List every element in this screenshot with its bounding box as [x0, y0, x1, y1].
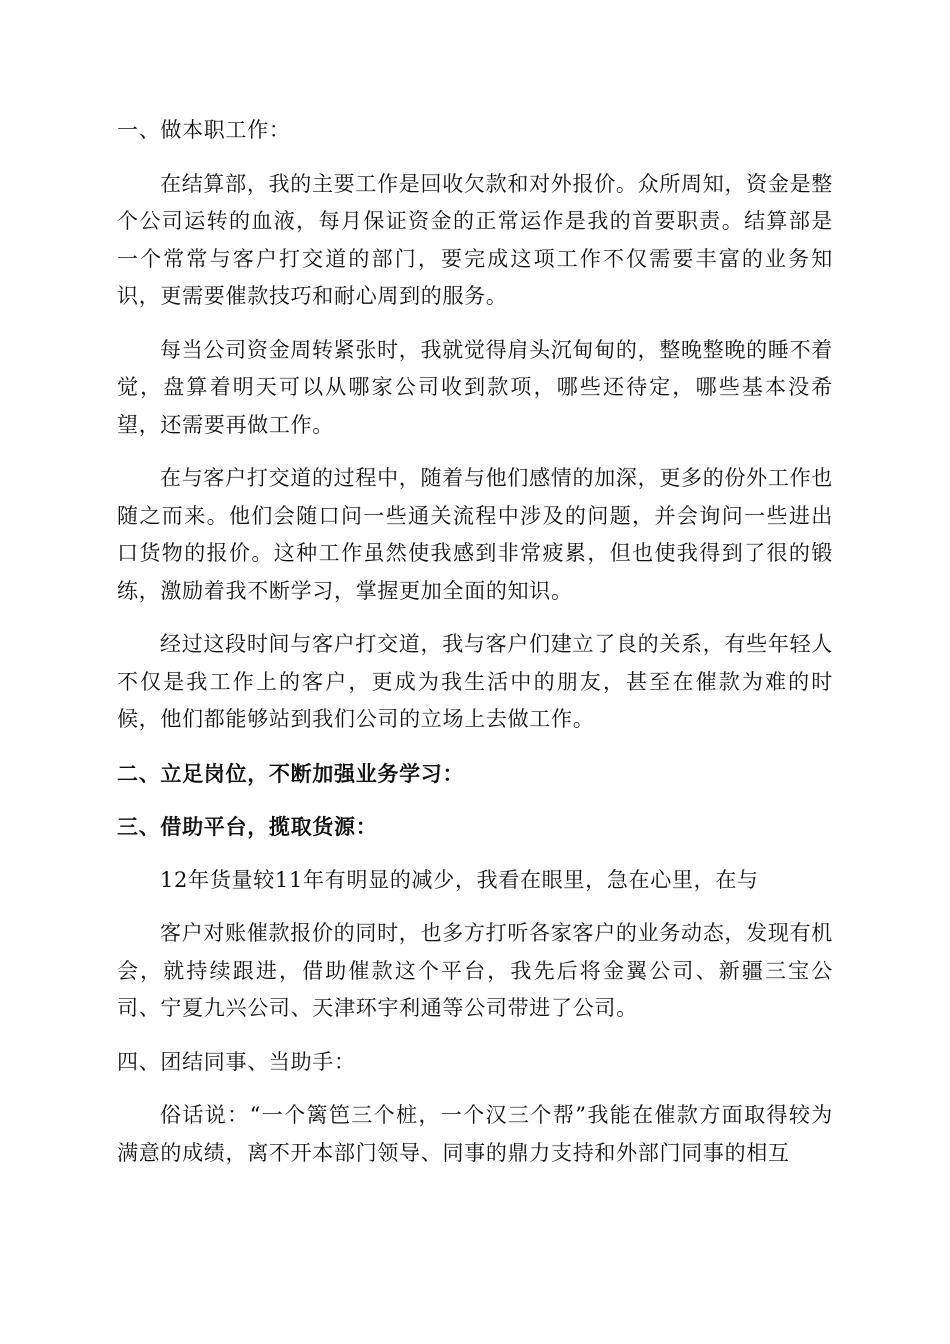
section-heading-2: 二、立足岗位，不断加强业务学习： — [117, 760, 465, 786]
paragraph-3-2: 客户对账催款报价的同时，也多方打听各家客户的业务动态，发现有机会，就持续跟进，借助催款这个平台，我先后将金翼公司、新疆三宝公司、宁夏九兴公司、天津环宇利通等公司带进了公司。 — [117, 921, 833, 1020]
paragraph-3-1: 12年货量较11年有明显的减少，我看在眼里，急在心里，在与 — [160, 867, 759, 892]
section-heading-4: 四、团结同事、当助手： — [117, 1049, 356, 1074]
paragraph-1-3: 在与客户打交道的过程中，随着与他们感情的加深，更多的份外工作也随之而来。他们会随口问一些通关流程中涉及的问题，并会询问一些进出口货物的报价。这种工作虽然使我感到非常疲累，但也使我得到了很的锻练，激励着我不断学习，掌握更加全面的知识。 — [117, 466, 833, 603]
paragraph-1-1: 在结算部，我的主要工作是回收欠款和对外报价。众所周知，资金是整个公司运转的血液，每月保证资金的正常运作是我的首要职责。结算部是一个常常与客户打交道的部门，要完成这项工作不仅需要丰富的业务知识，更需要催款技巧和耐心周到的服务。 — [117, 171, 833, 308]
document-body — [117, 112, 833, 1172]
section-heading-1: 一、做本职工作： — [117, 118, 291, 142]
paragraph-1-2: 每当公司资金周转紧张时，我就觉得肩头沉甸甸的，整晚整晚的睡不着觉，盘算着明天可以从哪家公司收到款项，哪些还待定，哪些基本没希望，还需要再做工作。 — [117, 337, 833, 437]
paragraph-4-1: 俗话说：“一个篱笆三个桩，一个汉三个帮”我能在催款方面取得较为满意的成绩，离不开本部门领导、同事的鼎力支持和外部门同事的相互 — [117, 1103, 833, 1165]
section-heading-3: 三、借助平台，揽取货源： — [117, 814, 378, 839]
paragraph-1-4: 经过这段时间与客户打交道，我与客户们建立了良的关系，有些年轻人不仅是我工作上的客户，更成为我生活中的朋友，甚至在催款为难的时候，他们都能够站到我们公司的立场上去做工作。 — [117, 632, 833, 731]
